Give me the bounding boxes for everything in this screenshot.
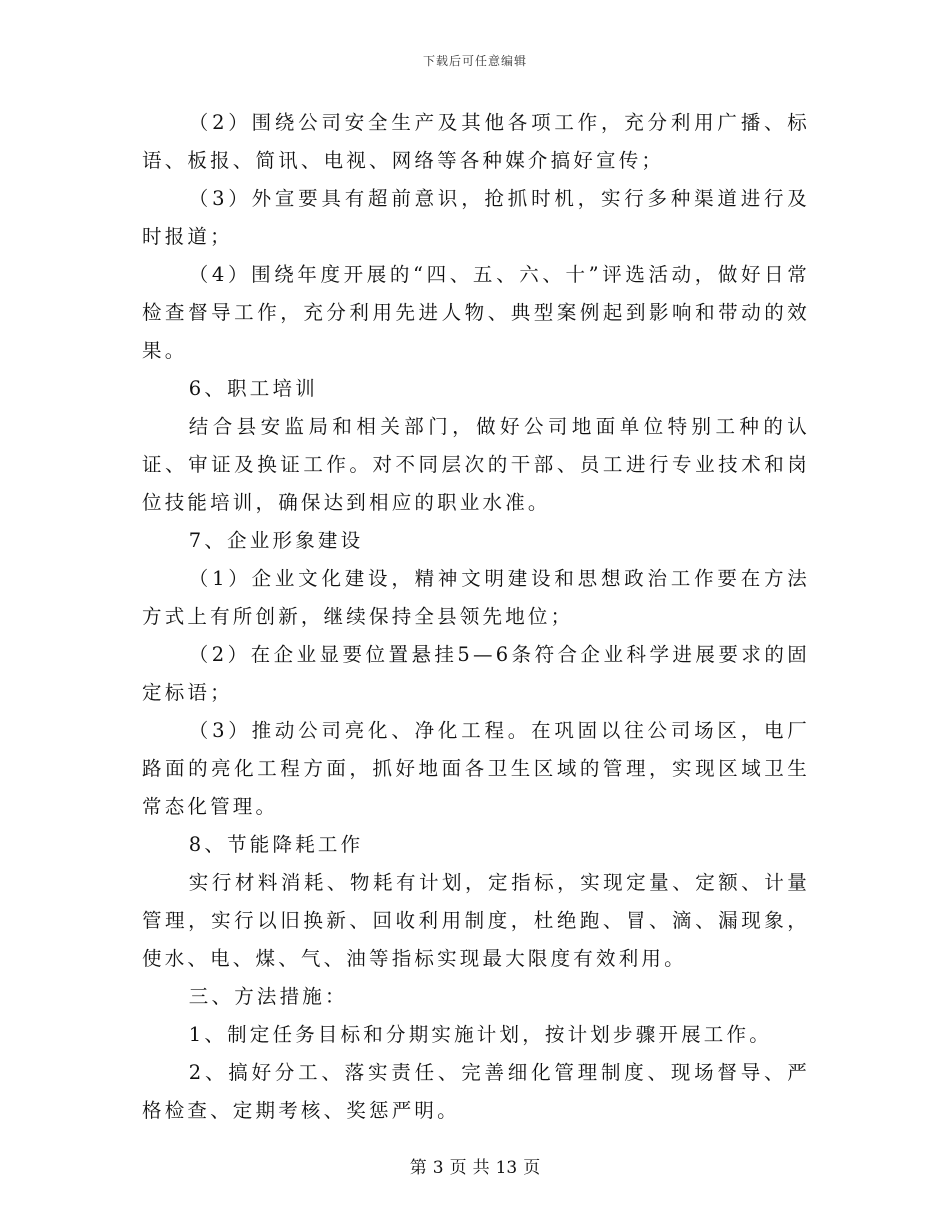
- paragraph: 实行材料消耗、物耗有计划，定指标，实现定量、定额、计量管理，实行以旧换新、回收利用制度，杜绝跑、冒、滴、漏现象，使水、电、煤、气、油等指标实现最大限度有效利用。: [142, 871, 810, 970]
- section-heading: 6、职工培训: [188, 377, 318, 400]
- section-heading: 8、节能降耗工作: [188, 833, 364, 856]
- paragraph: （2）围绕公司安全生产及其他各项工作，充分利用广播、标语、板报、简讯、电视、网络等各种媒介搞好宣传；: [142, 111, 810, 172]
- footer-total-pages: 13: [495, 1158, 518, 1178]
- section-heading: 三、方法措施：: [188, 985, 348, 1008]
- footer-prefix: 第: [409, 1158, 427, 1178]
- header-note: 下载后可任意编辑: [422, 54, 527, 68]
- document-body: [142, 104, 810, 1130]
- paragraph: （4）围绕年度开展的“四、五、六、十”评选活动，做好日常检查督导工作，充分利用先进人物、典型案例起到影响和带动的效果。: [142, 263, 810, 362]
- paragraph: （3）推动公司亮化、净化工程。在巩固以往公司场区，电厂路面的亮化工程方面，抓好地面各卫生区域的管理，实现区域卫生常态化管理。: [142, 719, 810, 818]
- paragraph: 1、制定任务目标和分期实施计划，按计划步骤开展工作。: [188, 1023, 772, 1046]
- section-heading: 7、企业形象建设: [188, 529, 364, 552]
- footer-suffix: 页: [523, 1158, 541, 1178]
- page-footer: [0, 1153, 950, 1178]
- footer-page-word: 页: [449, 1158, 467, 1178]
- footer-current-page: 3: [432, 1158, 444, 1178]
- paragraph: （1）企业文化建设，精神文明建设和思想政治工作要在方法方式上有所创新，继续保持全县领先地位；: [142, 567, 810, 628]
- paragraph: 结合县安监局和相关部门，做好公司地面单位特别工种的认证、审证及换证工作。对不同层次的干部、员工进行专业技术和岗位技能培训，确保达到相应的职业水准。: [142, 415, 810, 514]
- footer-total-word: 共: [472, 1158, 490, 1178]
- paragraph: （2）在企业显要位置悬挂5—6条符合企业科学进展要求的固定标语；: [142, 643, 810, 704]
- paragraph: 2、搞好分工、落实责任、完善细化管理制度、现场督导、严格检查、定期考核、奖惩严明。: [142, 1061, 810, 1122]
- paragraph: （3）外宣要具有超前意识，抢抓时机，实行多种渠道进行及时报道；: [142, 187, 810, 248]
